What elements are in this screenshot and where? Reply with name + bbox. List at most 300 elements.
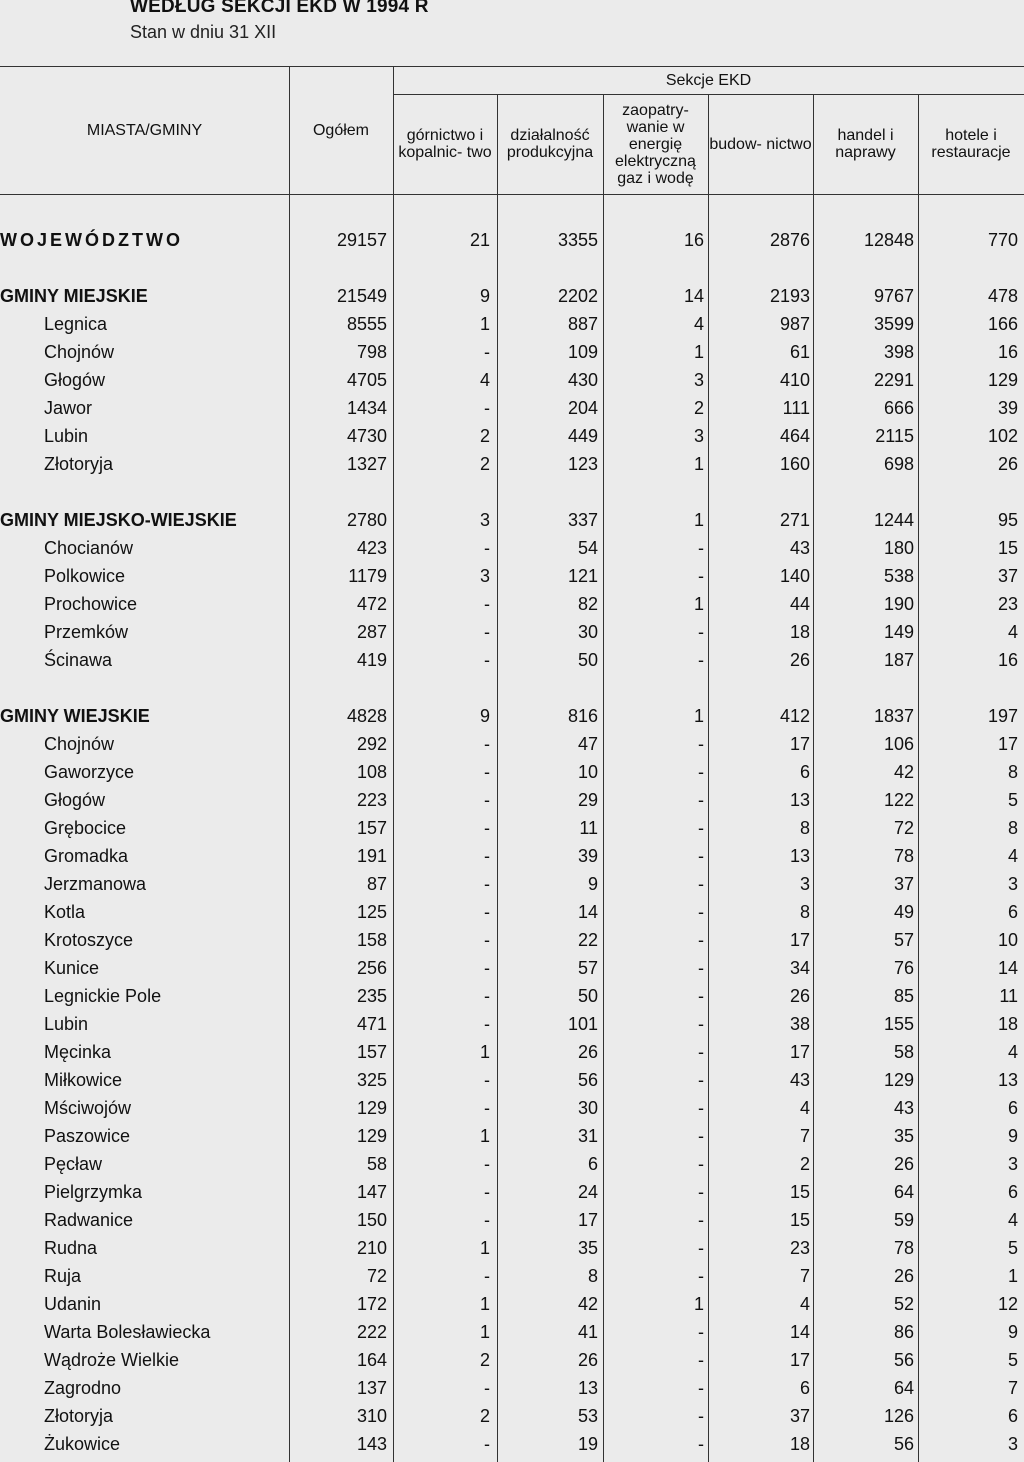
cell-value: 26 <box>789 650 810 670</box>
cell-value: - <box>698 874 704 894</box>
table-row <box>0 1262 1024 1290</box>
cell-value: 17 <box>997 734 1018 754</box>
cell-value: - <box>698 846 704 866</box>
cell-value: 1 <box>693 1294 704 1314</box>
cell-value: 30 <box>577 622 598 642</box>
cell-value: 58 <box>893 1042 914 1062</box>
row-name: Pielgrzymka <box>44 1182 143 1202</box>
header-name: MIASTA/GMINY <box>86 121 203 139</box>
cell-value: - <box>698 1406 704 1426</box>
cell-value: 16 <box>997 650 1018 670</box>
table-row <box>0 646 1024 674</box>
cell-value: 478 <box>987 286 1018 306</box>
row-name: Kunice <box>44 958 100 978</box>
cell-value: - <box>698 734 704 754</box>
cell-value: 26 <box>997 454 1018 474</box>
cell-value: 29157 <box>336 230 387 250</box>
cell-value: - <box>484 1182 490 1202</box>
row-name: GMINY WIEJSKIE <box>0 706 150 726</box>
cell-value: 166 <box>987 314 1018 334</box>
cell-value: 1 <box>1007 1266 1018 1286</box>
cell-value: 191 <box>356 846 387 866</box>
cell-value: 143 <box>356 1434 387 1454</box>
cell-value: 7 <box>799 1266 810 1286</box>
cell-value: 2876 <box>769 230 810 250</box>
row-name: Polkowice <box>44 566 126 586</box>
cell-value: 56 <box>893 1350 914 1370</box>
cell-value: 18 <box>789 622 810 642</box>
cell-value: 21549 <box>336 286 387 306</box>
cell-value: - <box>484 1154 490 1174</box>
cell-value: - <box>698 930 704 950</box>
cell-value: 12 <box>997 1294 1018 1314</box>
cell-value: 1244 <box>873 510 914 530</box>
cell-value: 85 <box>893 986 914 1006</box>
cell-value: 190 <box>883 594 914 614</box>
row-name: Męcinka <box>44 1042 112 1062</box>
cell-value: 2193 <box>769 286 810 306</box>
cell-value: 4 <box>799 1098 810 1118</box>
cell-value: 102 <box>987 426 1018 446</box>
cell-value: 14 <box>683 286 704 306</box>
header-construction: budow- nictwo <box>709 135 812 153</box>
cell-value: 35 <box>577 1238 598 1258</box>
cell-value: 26 <box>789 986 810 1006</box>
row-name: GMINY MIEJSKIE <box>0 286 148 306</box>
cell-value: 8 <box>1007 762 1018 782</box>
cell-value: 9 <box>1007 1322 1018 1342</box>
cell-value: - <box>698 622 704 642</box>
cell-value: 17 <box>789 734 810 754</box>
table-row-summary <box>0 282 1024 310</box>
cell-value: 235 <box>356 986 387 1006</box>
cell-value: 64 <box>893 1182 914 1202</box>
cell-value: 57 <box>893 930 914 950</box>
row-name: Prochowice <box>44 594 138 614</box>
cell-value: 1 <box>479 314 490 334</box>
cell-value: 2 <box>479 426 490 446</box>
cell-value: 6 <box>1007 902 1018 922</box>
cell-value: 3 <box>693 426 704 446</box>
cell-value: 4 <box>1007 1210 1018 1230</box>
row-name: Gromadka <box>44 846 129 866</box>
row-name: Chocianów <box>44 538 134 558</box>
cell-value: - <box>698 1322 704 1342</box>
cell-value: 49 <box>893 902 914 922</box>
cell-value: - <box>484 1378 490 1398</box>
cell-value: 464 <box>779 426 810 446</box>
cell-value: 3 <box>1007 1154 1018 1174</box>
cell-value: 1837 <box>873 706 914 726</box>
header-energy: zaopatry- wanie w energię elektryczną gaz i wodę <box>615 101 696 187</box>
page-title: WEDŁUG SEKCJI EKD W 1994 R <box>130 0 429 17</box>
cell-value: - <box>484 1434 490 1454</box>
table-row <box>0 1066 1024 1094</box>
cell-value: 87 <box>366 874 387 894</box>
table-row <box>0 534 1024 562</box>
cell-value: - <box>698 1126 704 1146</box>
cell-value: 64 <box>893 1378 914 1398</box>
cell-value: 4730 <box>346 426 387 446</box>
row-name: Radwanice <box>44 1210 134 1230</box>
row-name: Udanin <box>44 1294 102 1314</box>
cell-value: 140 <box>779 566 810 586</box>
cell-value: 4 <box>1007 846 1018 866</box>
table-row <box>0 1346 1024 1374</box>
cell-value: 23 <box>997 594 1018 614</box>
table-row <box>0 1010 1024 1038</box>
cell-value: 222 <box>356 1322 387 1342</box>
row-name: Lubin <box>44 1014 89 1034</box>
cell-value: - <box>484 342 490 362</box>
header-hotels: hotele i restauracje <box>931 127 1011 161</box>
cell-value: - <box>484 734 490 754</box>
cell-value: 3 <box>799 874 810 894</box>
row-name: Głogów <box>44 370 106 390</box>
cell-value: 2 <box>693 398 704 418</box>
cell-value: 158 <box>356 930 387 950</box>
cell-value: 129 <box>883 1070 914 1090</box>
cell-value: 164 <box>356 1350 387 1370</box>
cell-value: 157 <box>356 818 387 838</box>
cell-value: 16 <box>997 342 1018 362</box>
cell-value: 86 <box>893 1322 914 1342</box>
cell-value: 2780 <box>346 510 387 530</box>
cell-value: 4 <box>693 314 704 334</box>
cell-value: 23 <box>789 1238 810 1258</box>
cell-value: 157 <box>356 1042 387 1062</box>
cell-value: 5 <box>1007 1350 1018 1370</box>
cell-value: 26 <box>893 1154 914 1174</box>
cell-value: - <box>698 566 704 586</box>
table-row <box>0 1178 1024 1206</box>
cell-value: 180 <box>883 538 914 558</box>
table-row <box>0 562 1024 590</box>
row-name: Lubin <box>44 426 89 446</box>
table-row <box>0 1206 1024 1234</box>
cell-value: 129 <box>356 1098 387 1118</box>
row-name: Legnica <box>44 314 108 334</box>
cell-value: - <box>698 538 704 558</box>
cell-value: 26 <box>893 1266 914 1286</box>
table-row <box>0 730 1024 758</box>
cell-value: 12848 <box>863 230 914 250</box>
header-production: działalność produkcyjna <box>506 127 594 161</box>
cell-value: 1 <box>479 1126 490 1146</box>
cell-value: - <box>484 650 490 670</box>
cell-value: 9 <box>587 874 598 894</box>
cell-value: 5 <box>1007 790 1018 810</box>
cell-value: 4705 <box>346 370 387 390</box>
cell-value: 59 <box>893 1210 914 1230</box>
cell-value: 204 <box>567 398 598 418</box>
cell-value: 423 <box>356 538 387 558</box>
cell-value: 1179 <box>348 566 387 586</box>
cell-value: - <box>484 958 490 978</box>
cell-value: 3 <box>479 566 490 586</box>
row-name: Grębocice <box>44 818 127 838</box>
cell-value: 17 <box>577 1210 598 1230</box>
row-name: Przemków <box>44 622 129 642</box>
row-name: Chojnów <box>44 342 115 362</box>
table-row <box>0 338 1024 366</box>
cell-value: - <box>698 1014 704 1034</box>
cell-value: 271 <box>779 510 810 530</box>
cell-value: 106 <box>883 734 914 754</box>
table-row-summary <box>0 506 1024 534</box>
row-name: Rudna <box>44 1238 98 1258</box>
cell-value: 18 <box>789 1434 810 1454</box>
cell-value: 56 <box>893 1434 914 1454</box>
cell-value: 15 <box>789 1182 810 1202</box>
cell-value: 111 <box>782 398 810 418</box>
row-name: WOJEWÓDZTWO <box>0 230 183 250</box>
cell-value: 816 <box>567 706 598 726</box>
cell-value: 109 <box>567 342 598 362</box>
cell-value: - <box>698 1210 704 1230</box>
cell-value: 129 <box>356 1126 387 1146</box>
table-row <box>0 926 1024 954</box>
cell-value: 2 <box>479 1350 490 1370</box>
cell-value: 1 <box>693 594 704 614</box>
row-name: Żukowice <box>44 1434 121 1454</box>
cell-value: 37 <box>893 874 914 894</box>
cell-value: 9 <box>479 706 490 726</box>
cell-value: 38 <box>789 1014 810 1034</box>
table-row <box>0 310 1024 338</box>
cell-value: 4 <box>799 1294 810 1314</box>
cell-value: 56 <box>577 1070 598 1090</box>
header-bottom-rule <box>0 194 1024 195</box>
cell-value: 29 <box>577 790 598 810</box>
cell-value: 82 <box>577 594 598 614</box>
cell-value: 44 <box>789 594 810 614</box>
table-row <box>0 1150 1024 1178</box>
cell-value: 287 <box>356 622 387 642</box>
table-row <box>0 590 1024 618</box>
cell-value: 17 <box>789 1042 810 1062</box>
cell-value: 39 <box>997 398 1018 418</box>
cell-value: 6 <box>1007 1098 1018 1118</box>
cell-value: - <box>484 874 490 894</box>
cell-value: 449 <box>567 426 598 446</box>
cell-value: 325 <box>356 1070 387 1090</box>
cell-value: - <box>698 1350 704 1370</box>
header-group: Sekcje EKD <box>665 71 752 89</box>
cell-value: - <box>698 958 704 978</box>
row-name: Gaworzyce <box>44 762 135 782</box>
cell-value: 11 <box>999 986 1018 1006</box>
row-name: Miłkowice <box>44 1070 123 1090</box>
row-name: Zagrodno <box>44 1378 122 1398</box>
cell-value: 10 <box>997 930 1018 950</box>
row-name: Kotla <box>44 902 86 922</box>
cell-value: 1434 <box>346 398 387 418</box>
cell-value: 410 <box>779 370 810 390</box>
cell-value: - <box>484 846 490 866</box>
cell-value: 6 <box>799 1378 810 1398</box>
table-row <box>0 1038 1024 1066</box>
cell-value: - <box>698 818 704 838</box>
row-name: Krotoszyce <box>44 930 134 950</box>
cell-value: - <box>698 1042 704 1062</box>
cell-value: 6 <box>1007 1182 1018 1202</box>
cell-value: 4 <box>1007 622 1018 642</box>
cell-value: - <box>698 1182 704 1202</box>
cell-value: 2 <box>479 454 490 474</box>
table-row-summary <box>0 226 1024 254</box>
cell-value: - <box>698 902 704 922</box>
table-row <box>0 786 1024 814</box>
cell-value: 10 <box>577 762 598 782</box>
cell-value: - <box>484 930 490 950</box>
cell-value: 4 <box>479 370 490 390</box>
cell-value: - <box>698 762 704 782</box>
table-row <box>0 842 1024 870</box>
row-name: Legnickie Pole <box>44 986 162 1006</box>
cell-value: 987 <box>779 314 810 334</box>
row-name: GMINY MIEJSKO-WIEJSKIE <box>0 510 237 530</box>
cell-value: - <box>698 1154 704 1174</box>
table-row <box>0 394 1024 422</box>
cell-value: 149 <box>883 622 914 642</box>
cell-value: 9 <box>479 286 490 306</box>
row-name: Złotoryja <box>44 454 114 474</box>
cell-value: - <box>698 650 704 670</box>
cell-value: 72 <box>366 1266 387 1286</box>
cell-value: 21 <box>469 230 490 250</box>
cell-value: 14 <box>577 902 598 922</box>
cell-value: 798 <box>356 342 387 362</box>
cell-value: 126 <box>883 1406 914 1426</box>
cell-value: 9 <box>1007 1126 1018 1146</box>
cell-value: 7 <box>1007 1378 1018 1398</box>
cell-value: - <box>698 1098 704 1118</box>
table-body <box>0 226 1024 1458</box>
header-total: Ogółem <box>312 121 370 139</box>
cell-value: 13 <box>789 790 810 810</box>
cell-value: 26 <box>577 1042 598 1062</box>
cell-value: 256 <box>356 958 387 978</box>
cell-value: 471 <box>356 1014 387 1034</box>
cell-value: 8 <box>799 818 810 838</box>
cell-value: 121 <box>567 566 598 586</box>
cell-value: 472 <box>356 594 387 614</box>
row-name: Wądroże Wielkie <box>44 1350 180 1370</box>
cell-value: 26 <box>577 1350 598 1370</box>
cell-value: 4 <box>1007 1042 1018 1062</box>
table-row <box>0 1430 1024 1458</box>
cell-value: 42 <box>893 762 914 782</box>
cell-value: 31 <box>577 1126 598 1146</box>
table-row <box>0 1290 1024 1318</box>
row-name: Głogów <box>44 790 106 810</box>
cell-value: 17 <box>789 930 810 950</box>
cell-value: 50 <box>577 986 598 1006</box>
cell-value: 210 <box>356 1238 387 1258</box>
cell-value: 13 <box>577 1378 598 1398</box>
cell-value: 11 <box>579 818 598 838</box>
cell-value: 6 <box>1007 1406 1018 1426</box>
cell-value: 8 <box>587 1266 598 1286</box>
cell-value: 5 <box>1007 1238 1018 1258</box>
cell-value: 1 <box>693 342 704 362</box>
cell-value: - <box>484 398 490 418</box>
table-row-summary <box>0 702 1024 730</box>
cell-value: 76 <box>893 958 914 978</box>
row-name: Chojnów <box>44 734 115 754</box>
cell-value: 8 <box>799 902 810 922</box>
cell-value: - <box>484 622 490 642</box>
cell-value: 123 <box>567 454 598 474</box>
row-name: Złotoryja <box>44 1406 114 1426</box>
cell-value: 78 <box>893 846 914 866</box>
cell-value: 3599 <box>873 314 914 334</box>
cell-value: 887 <box>567 314 598 334</box>
cell-value: 197 <box>987 706 1018 726</box>
cell-value: 1 <box>693 454 704 474</box>
cell-value: 223 <box>356 790 387 810</box>
cell-value: 14 <box>789 1322 810 1342</box>
cell-value: - <box>484 1070 490 1090</box>
cell-value: 101 <box>567 1014 598 1034</box>
cell-value: 53 <box>577 1406 598 1426</box>
cell-value: 137 <box>356 1378 387 1398</box>
cell-value: 108 <box>356 762 387 782</box>
cell-value: 1 <box>479 1294 490 1314</box>
cell-value: 3 <box>479 510 490 530</box>
cell-value: 37 <box>789 1406 810 1426</box>
cell-value: 666 <box>883 398 914 418</box>
cell-value: 419 <box>356 650 387 670</box>
cell-value: 78 <box>893 1238 914 1258</box>
cell-value: 13 <box>789 846 810 866</box>
table-row <box>0 1122 1024 1150</box>
cell-value: 43 <box>789 1070 810 1090</box>
cell-value: 42 <box>577 1294 598 1314</box>
row-name: Paszowice <box>44 1126 131 1146</box>
cell-value: - <box>698 1238 704 1258</box>
row-name: Jawor <box>44 398 93 418</box>
cell-value: 2202 <box>557 286 598 306</box>
cell-value: 39 <box>577 846 598 866</box>
cell-value: 2115 <box>875 426 914 446</box>
table-row <box>0 1094 1024 1122</box>
cell-value: 41 <box>577 1322 598 1342</box>
row-name: Warta Bolesławiecka <box>44 1322 211 1342</box>
cell-value: - <box>484 1098 490 1118</box>
cell-value: 1 <box>693 706 704 726</box>
table-row <box>0 982 1024 1010</box>
cell-value: 19 <box>577 1434 598 1454</box>
cell-value: 72 <box>893 818 914 838</box>
table-row <box>0 618 1024 646</box>
cell-value: - <box>698 1266 704 1286</box>
cell-value: 52 <box>893 1294 914 1314</box>
cell-value: 147 <box>356 1182 387 1202</box>
cell-value: 310 <box>356 1406 387 1426</box>
cell-value: 6 <box>799 762 810 782</box>
table-row <box>0 814 1024 842</box>
row-name: Ruja <box>44 1266 82 1286</box>
cell-value: 35 <box>893 1126 914 1146</box>
cell-value: - <box>698 986 704 1006</box>
cell-value: 50 <box>577 650 598 670</box>
table-row <box>0 898 1024 926</box>
cell-value: 1 <box>479 1322 490 1342</box>
cell-value: 15 <box>997 538 1018 558</box>
cell-value: 6 <box>587 1154 598 1174</box>
